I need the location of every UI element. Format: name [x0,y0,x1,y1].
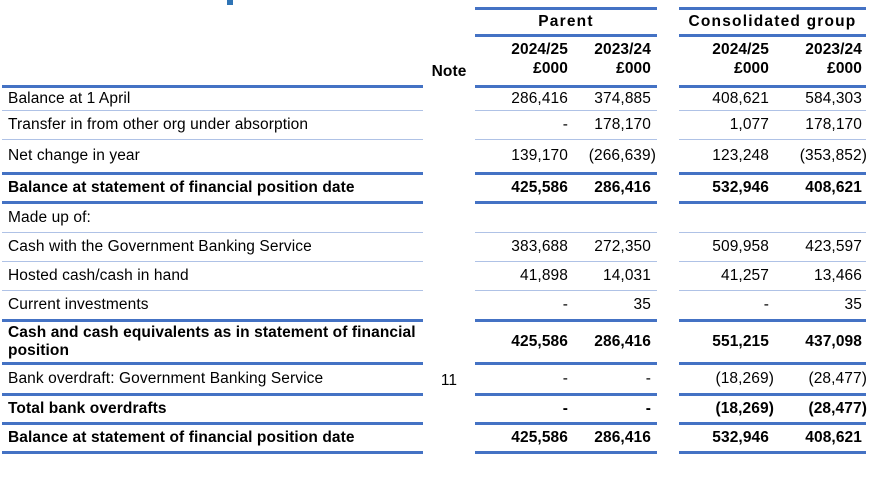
cash-equivalents-table [2,0,866,454]
group-gap [657,37,679,88]
row-note [423,322,475,365]
value-cell: 35 [633,296,651,313]
row-note [423,111,475,140]
row-note [423,140,475,175]
group-title-note-spacer [423,7,475,37]
table-body [2,88,866,454]
row-note [423,262,475,291]
value-cell [679,204,770,232]
value-cell [475,204,570,232]
parent-values [475,204,657,233]
value-cell: 437,098 [805,333,862,350]
value-cell: 139,170 [511,147,568,164]
value-cell: - [645,370,651,387]
value-cell: 408,621 [805,179,862,196]
note-header: Note [431,63,467,80]
unit-label: £000 [734,60,769,77]
year-label: 2024/25 [712,41,769,58]
consolidated-group-header: Consolidated group [679,7,866,37]
table-row [2,262,866,291]
value-cell: 272,350 [594,238,651,255]
value-cell: 532,946 [712,179,769,196]
consolidated-header-group [679,37,866,88]
table-row [2,322,866,365]
row-note [423,291,475,322]
row-label: Cash and cash equivalents as in statement of financial position [2,322,423,365]
parent-values [475,291,657,322]
consolidated-values [679,365,866,396]
value-cell: 408,621 [805,429,862,446]
value-cell: 35 [844,296,862,313]
label-header-cell [2,37,423,88]
unit-label: £000 [616,60,651,77]
value-cell: 425,586 [511,429,568,446]
parent-values [475,365,657,396]
group-gap [657,88,679,111]
parent-values [475,175,657,204]
value-cell: 14,031 [602,267,651,284]
parent-values [475,88,657,111]
value-cell: 178,170 [594,116,651,133]
consolidated-values [679,204,866,233]
value-cell: 425,586 [511,333,568,350]
unit-label: £000 [827,60,862,77]
column-header-row [2,37,866,88]
row-note [423,88,475,111]
parent-values [475,140,657,175]
value-cell: 532,946 [712,429,769,446]
group-gap [657,111,679,140]
parent-header-group [475,37,657,88]
table-row [2,396,866,425]
row-note: 11 [440,371,458,389]
value-cell: 551,215 [712,333,769,350]
row-label: Balance at 1 April [2,88,423,111]
row-label: Balance at statement of financial position date [2,175,423,204]
value-cell: 13,466 [813,267,862,284]
parent-values [475,425,657,454]
value-cell: 286,416 [594,429,651,446]
consolidated-values [679,88,866,111]
group-gap [657,204,679,233]
value-cell: - [645,400,651,417]
table-row [2,291,866,322]
parent-col2-header [570,37,657,85]
table-row [2,175,866,204]
parent-values [475,322,657,365]
consolidated-col2-header [770,37,866,85]
group-title-spacer [2,7,423,37]
consolidated-values [679,175,866,204]
value-cell: - [562,370,568,387]
consolidated-values [679,233,866,262]
table-row [2,425,866,454]
consolidated-values [679,322,866,365]
table-row [2,140,866,175]
row-label: Made up of: [2,204,423,233]
row-label: Balance at statement of financial position date [2,425,423,454]
group-gap [657,396,679,425]
consolidated-values [679,140,866,175]
year-label: 2024/25 [511,41,568,58]
parent-group-header: Parent [475,7,657,37]
group-gap [657,365,679,396]
group-gap [657,140,679,175]
row-label: Net change in year [2,140,423,175]
value-cell: 286,416 [594,179,651,196]
consolidated-values [679,262,866,291]
group-gap [657,291,679,322]
value-cell: (266,639) [588,147,656,164]
parent-col1-header [475,37,570,85]
year-label: 2023/24 [805,41,862,58]
value-cell: 41,257 [720,267,769,284]
value-cell: (18,269) [715,400,774,417]
row-label: Total bank overdrafts [2,396,423,425]
consolidated-col1-header [679,37,770,85]
value-cell: 178,170 [805,116,862,133]
group-gap [657,322,679,365]
value-cell: 286,416 [594,333,651,350]
value-cell: 584,303 [805,90,862,107]
value-cell: 41,898 [519,267,568,284]
value-cell: 509,958 [712,238,769,255]
consolidated-values [679,111,866,140]
value-cell: 423,597 [805,238,862,255]
value-cell: 383,688 [511,238,568,255]
group-gap [657,175,679,204]
row-label: Bank overdraft: Government Banking Service [2,365,423,396]
value-cell: - [562,296,568,313]
value-cell: 1,077 [729,116,769,133]
value-cell: 123,248 [712,147,769,164]
value-cell: (18,269) [715,370,774,387]
row-note [423,233,475,262]
table-row [2,365,866,396]
value-cell: 374,885 [594,90,651,107]
value-cell: 408,621 [712,90,769,107]
value-cell: - [763,296,769,313]
consolidated-values [679,396,866,425]
group-gap [657,7,679,37]
row-label: Transfer in from other org under absorption [2,111,423,140]
row-label: Current investments [2,291,423,322]
value-cell: (28,477) [808,370,867,387]
value-cell [570,204,657,232]
unit-label: £000 [533,60,568,77]
value-cell [770,204,866,232]
table-row [2,233,866,262]
row-note [423,204,475,233]
table-row [2,111,866,140]
table-row [2,88,866,111]
value-cell: (353,852) [799,147,867,164]
row-note [423,175,475,204]
consolidated-values [679,291,866,322]
value-cell: (28,477) [808,400,867,417]
value-cell: - [562,116,568,133]
row-note [423,425,475,454]
row-label: Hosted cash/cash in hand [2,262,423,291]
group-title-row [2,7,866,37]
parent-values [475,233,657,262]
row-label: Cash with the Government Banking Service [2,233,423,262]
value-cell: 425,586 [511,179,568,196]
value-cell: - [562,400,568,417]
consolidated-values [679,425,866,454]
row-note [423,396,475,425]
value-cell: 286,416 [511,90,568,107]
group-gap [657,233,679,262]
parent-values [475,111,657,140]
group-gap [657,262,679,291]
parent-values [475,396,657,425]
year-label: 2023/24 [594,41,651,58]
parent-values [475,262,657,291]
table-row [2,204,866,233]
group-gap [657,425,679,454]
